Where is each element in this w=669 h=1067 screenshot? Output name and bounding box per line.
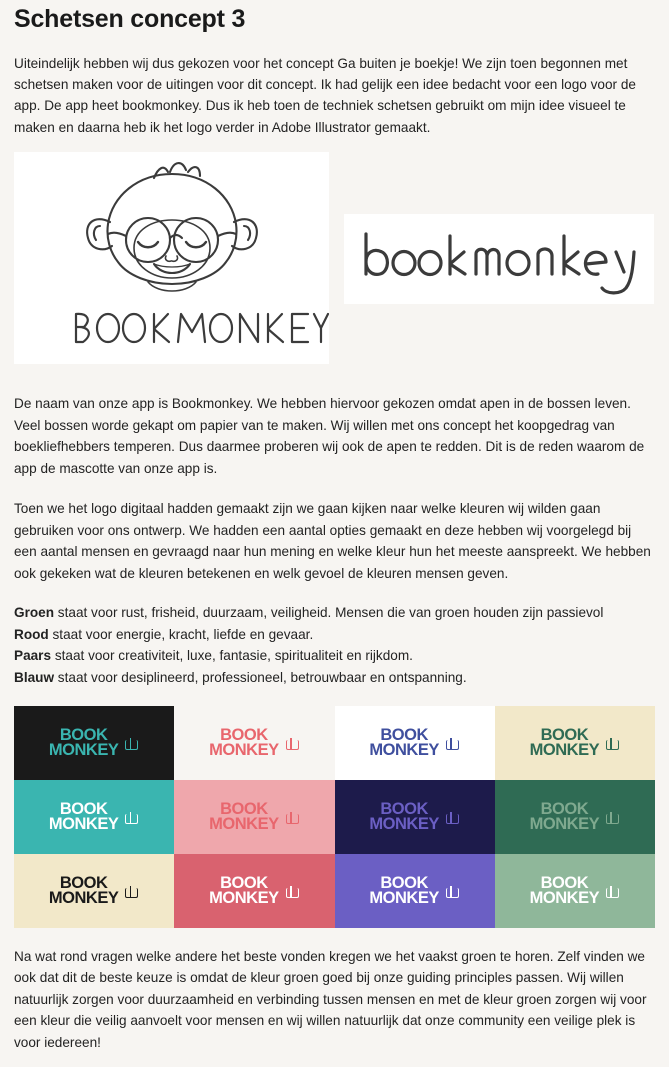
logo-text	[48, 725, 119, 759]
logo-text	[209, 799, 279, 833]
logo-text	[48, 799, 119, 833]
logo-line-1: BOOK	[59, 725, 108, 744]
paragraph-3: Toen we het logo digitaal hadden gemaakt zijn we gaan kijken naar welke kleuren wij wilden gaan gebruiken voor ons ontwerp. We hadden een aantal opties gemaakt en deze hebben wij voorgelegd bij een aantal mensen en gevraagd naar hun mening en welke kleur hun het meeste aanspreekt. We hebben ook gekeken wat de kleuren betekenen en welk gevoel de kleuren mensen geven.	[14, 501, 651, 581]
logo-line-1: BOOK	[540, 799, 589, 818]
logo-lockup	[369, 725, 459, 759]
color-meaning-blauw	[14, 667, 655, 688]
color-text-rood: staat voor energie, kracht, liefde en gevaar.	[48, 626, 314, 642]
palette-swatch-red-white	[174, 854, 334, 928]
book-monkey-mark-icon	[603, 810, 620, 827]
logo-line-1: BOOK	[220, 799, 268, 818]
color-name-groen: Groen	[14, 605, 55, 621]
book-monkey-mark-icon	[122, 736, 139, 753]
sketch-monkey-image	[14, 152, 329, 364]
palette-swatch-navy-purple	[335, 780, 495, 854]
logo-line-2: MONKEY	[48, 815, 119, 833]
color-meanings-list	[14, 602, 655, 688]
color-name-blauw: Blauw	[14, 669, 55, 685]
logo-lockup	[529, 725, 620, 759]
color-meaning-paars	[14, 645, 655, 666]
logo-text	[369, 725, 439, 759]
logo-text	[48, 873, 119, 907]
logo-text	[529, 725, 600, 759]
logo-line-1: BOOK	[380, 799, 428, 818]
color-text-groen: staat voor rust, frisheid, duurzaam, veiligheid. Mensen die van groen houden zijn passievol	[54, 605, 604, 621]
color-name-rood: Rood	[14, 626, 49, 642]
logo-text	[529, 799, 600, 833]
sketch-wordmark-image	[344, 214, 654, 304]
palette-swatch-white-blue	[335, 706, 495, 780]
book-monkey-mark-icon	[443, 736, 460, 753]
book-monkey-mark-icon	[283, 810, 300, 827]
logo-text	[209, 873, 279, 907]
page-title: Schetsen concept 3	[14, 5, 246, 33]
logo-text	[369, 873, 439, 907]
logo-line-2: MONKEY	[209, 815, 279, 833]
book-monkey-mark-icon	[283, 736, 300, 753]
logo-lockup	[209, 873, 299, 907]
paragraph-1: Uiteindelijk hebben wij dus gekozen voor het concept Ga buiten je boekje! We zijn toen begonnen met schetsen maken voor de uitingen voor dit concept. Ik had gelijk een idee bedacht voor een logo voor de app. De app heet bookmonkey. Dus ik heb toen de techniek schetsen gebruikt om mijn idee visueel te maken en daarna heb ik het logo verder in Adobe Illustrator gemaakt.	[14, 55, 636, 135]
logo-line-1: BOOK	[59, 799, 108, 818]
book-monkey-mark-icon	[283, 884, 300, 901]
palette-swatch-offwhite-red	[174, 706, 334, 780]
logo-lockup	[209, 799, 299, 833]
logo-line-2: MONKEY	[369, 815, 439, 833]
logo-line-2: MONKEY	[48, 741, 119, 759]
logo-line-1: BOOK	[540, 725, 589, 744]
palette-swatch-purple-white	[335, 854, 495, 928]
palette-swatch-cream-black	[14, 854, 174, 928]
color-meaning-groen	[14, 602, 655, 623]
logo-line-2: MONKEY	[529, 815, 600, 833]
book-monkey-mark-icon	[122, 884, 139, 901]
color-text-blauw: staat voor desiplineerd, professioneel, betrouwbaar en ontspanning.	[54, 669, 467, 685]
closing-paragraph: Na wat rond vragen welke andere het beste vonden kregen we het vaakst groen te horen. Zelf vinden we ook dat dit de beste keuze is omdat de kleur groen goed bij onze guiding principles passen. Wij willen natuurlijk zorgen voor duurzaamheid en verbinding tussen mensen en met de kleur groen zorgen wij voor een kleur die veilig aanvoelt voor mensen en wij willen natuurlijk dat onze community een veilige plek is voor iedereen!	[14, 949, 647, 1050]
palette-swatch-green-sage	[495, 780, 655, 854]
logo-line-2: MONKEY	[48, 889, 119, 907]
logo-lockup	[529, 799, 620, 833]
logo-line-1: BOOK	[59, 873, 108, 892]
paragraph-2: De naam van onze app is Bookmonkey. We hebben hiervoor gekozen omdat apen in de bossen leven. Veel bossen worde gekapt om papier van te maken. Wij willen met ons concept het koopgedrag van boekliefhebbers temperen. Dus daarmee proberen wij ook de apen te redden. Dit is de reden waarom de app de mascotte van onze app is.	[14, 396, 645, 476]
logo-text	[369, 799, 439, 833]
logo-line-2: MONKEY	[529, 889, 600, 907]
logo-lockup	[529, 873, 620, 907]
book-monkey-mark-icon	[443, 810, 460, 827]
logo-lockup	[369, 873, 459, 907]
sketch-image-row	[14, 152, 655, 374]
logo-lockup	[48, 799, 139, 833]
logo-lockup	[48, 873, 139, 907]
logo-text	[209, 725, 279, 759]
color-meaning-rood	[14, 624, 655, 645]
logo-text	[529, 873, 600, 907]
logo-line-1: BOOK	[380, 873, 428, 892]
palette-swatch-black-teal	[14, 706, 174, 780]
logo-lockup	[209, 725, 299, 759]
color-name-paars: Paars	[14, 648, 52, 664]
book-monkey-mark-icon	[122, 810, 139, 827]
logo-line-2: MONKEY	[529, 741, 600, 759]
color-text-paars: staat voor creativiteit, luxe, fantasie, spiritualiteit en rijkdom.	[51, 648, 413, 664]
palette-swatch-pink-red	[174, 780, 334, 854]
palette-swatch-cream-green	[495, 706, 655, 780]
logo-line-2: MONKEY	[209, 741, 279, 759]
logo-line-1: BOOK	[540, 873, 589, 892]
logo-line-1: BOOK	[380, 725, 428, 744]
logo-line-1: BOOK	[220, 725, 268, 744]
palette-swatch-sage-white	[495, 854, 655, 928]
logo-lockup	[48, 725, 139, 759]
logo-line-1: BOOK	[220, 873, 268, 892]
color-palette-grid	[14, 706, 655, 928]
book-monkey-mark-icon	[603, 884, 620, 901]
palette-swatch-teal-white	[14, 780, 174, 854]
book-monkey-mark-icon	[443, 884, 460, 901]
logo-line-2: MONKEY	[209, 889, 279, 907]
logo-line-2: MONKEY	[369, 741, 439, 759]
logo-lockup	[369, 799, 459, 833]
logo-line-2: MONKEY	[369, 889, 439, 907]
book-monkey-mark-icon	[603, 736, 620, 753]
